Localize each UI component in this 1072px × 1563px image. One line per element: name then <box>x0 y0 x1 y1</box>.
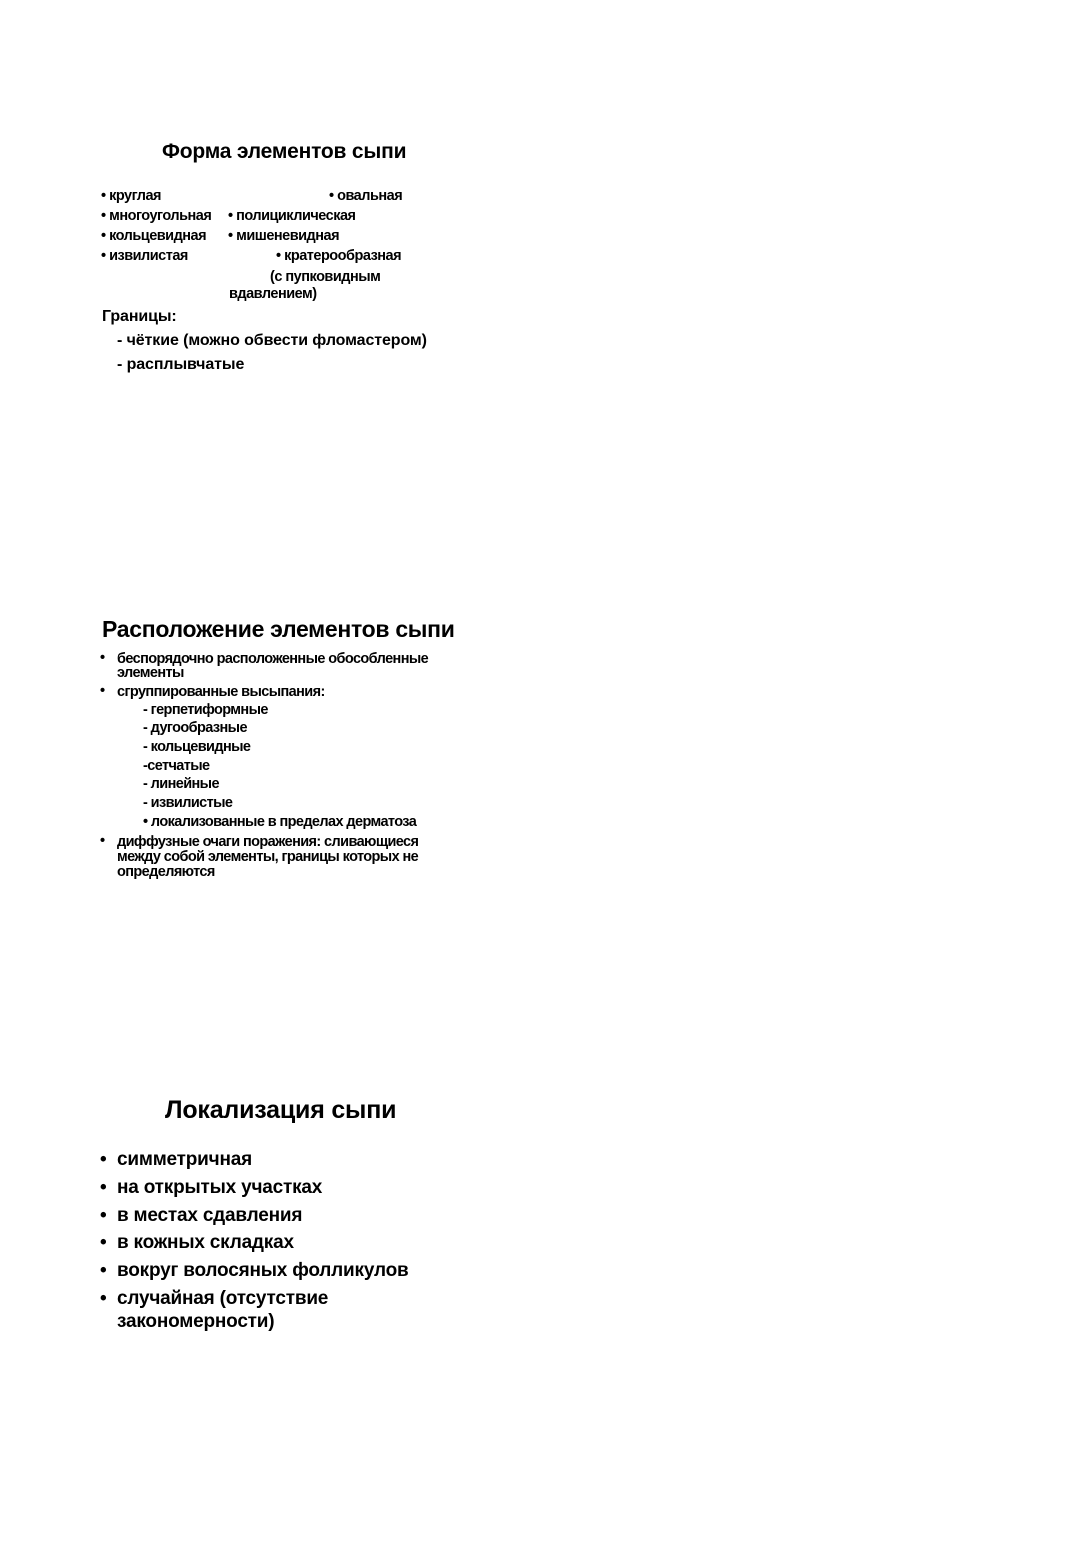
shape-item-crateriform-note-2: вдавлением) <box>229 286 317 302</box>
localization-item-pressure: в местах сдавления <box>117 1205 303 1226</box>
shape-item-serpiginous: • извилистая <box>101 248 188 264</box>
grouped-subitem-annular: - кольцевидные <box>143 739 251 755</box>
grouped-subitem-serpiginous: - извилистые <box>143 795 233 811</box>
shape-item-polygonal: • многоугольная <box>101 208 212 224</box>
arrangement-section-title: Расположение элементов сыпи <box>102 616 455 642</box>
localization-item-symmetric: симметричная <box>117 1149 253 1170</box>
grouped-subitem-arcuate: - дугообразные <box>143 720 247 736</box>
shape-item-target: • мишеневидная <box>228 228 340 244</box>
grouped-subitem-reticular: -сетчатые <box>143 758 210 774</box>
border-item-blurred: - расплывчатые <box>117 356 245 373</box>
shape-item-crateriform: • кратерообразная <box>276 248 402 264</box>
bullet-marker: • <box>100 833 106 849</box>
bullet-marker: • <box>100 1205 107 1226</box>
shape-item-round: • круглая <box>101 188 162 204</box>
bullet-marker: • <box>100 650 106 666</box>
bullet-marker: • <box>100 683 106 699</box>
grouped-subitem-linear: - линейные <box>143 776 219 792</box>
localization-item-follicles: вокруг волосяных фолликулов <box>117 1260 409 1281</box>
localization-item-skin-folds: в кожных складках <box>117 1232 294 1253</box>
bullet-marker: • <box>100 1177 107 1198</box>
shape-item-crateriform-note-1: (с пупковидным <box>270 269 381 285</box>
grouped-subitem-herpetiform: - герпетиформные <box>143 702 268 718</box>
arrangement-item-scattered-line2: элементы <box>117 665 184 681</box>
bullet-marker: • <box>100 1288 107 1309</box>
bullet-marker: • <box>100 1260 107 1281</box>
arrangement-item-diffuse-line2: между собой элементы, границы которых не <box>117 849 419 865</box>
arrangement-item-scattered-line1: беспорядочно расположенные обособленные <box>117 651 429 667</box>
shape-item-oval: • овальная <box>329 188 403 204</box>
border-item-sharp: - чёткие (можно обвести фломастером) <box>117 332 427 349</box>
localization-item-open-areas: на открытых участках <box>117 1177 323 1198</box>
arrangement-item-diffuse-line3: определяются <box>117 864 215 880</box>
localization-item-random-line1: случайная (отсутствие <box>117 1288 329 1309</box>
grouped-subitem-localized: • локализованные в пределах дерматоза <box>143 814 417 830</box>
localization-item-random-line2: закономерности) <box>117 1311 275 1332</box>
shape-item-polycyclic: • полициклическая <box>228 208 356 224</box>
arrangement-item-diffuse-line1: диффузные очаги поражения: сливающиеся <box>117 834 419 850</box>
shape-section-title: Форма элементов сыпи <box>162 140 407 163</box>
bullet-marker: • <box>100 1232 107 1253</box>
borders-heading: Границы: <box>102 308 177 325</box>
localization-section-title: Локализация сыпи <box>165 1096 397 1124</box>
shape-item-annular: • кольцевидная <box>101 228 207 244</box>
bullet-marker: • <box>100 1149 107 1170</box>
arrangement-item-grouped: сгруппированные высыпания: <box>117 684 325 700</box>
